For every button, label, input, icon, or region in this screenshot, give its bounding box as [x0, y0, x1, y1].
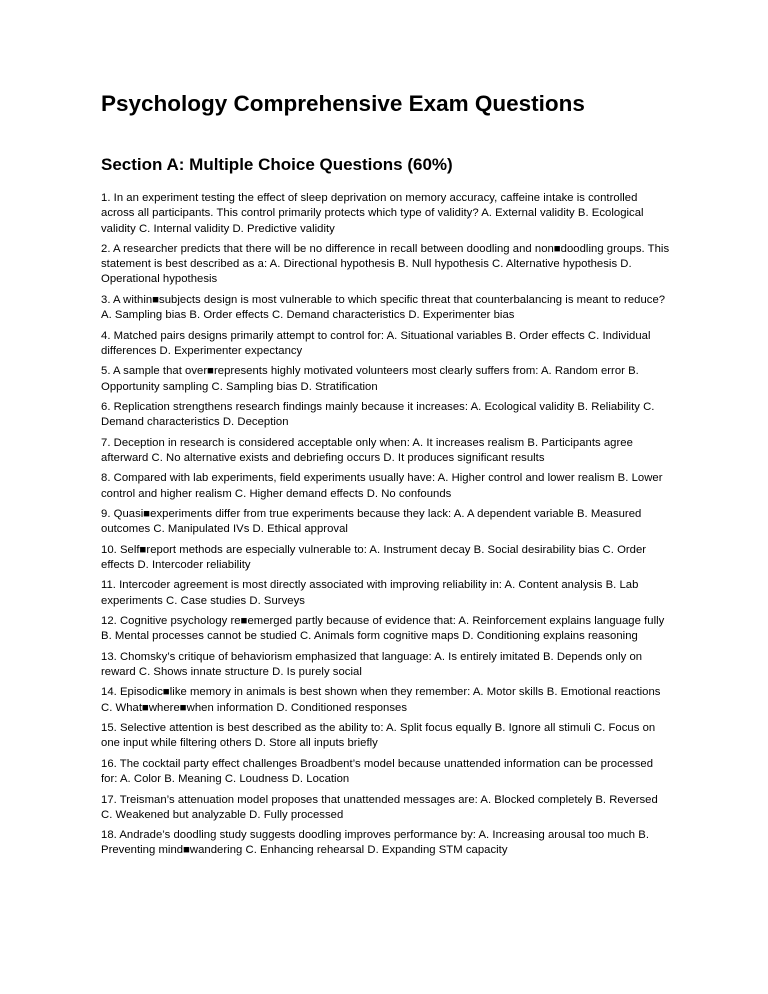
- question-10: 10. Self■report methods are especially vulnerable to: A. Instrument decay B. Social desirability bias C. Order effects D. Intercoder reliability: [101, 543, 647, 571]
- question-3: 3. A within■subjects design is most vulnerable to which specific threat that counterbalancing is meant to reduce? A. Sampling bias B. Order effects C. Demand characteristics D. Experimenter bias: [101, 293, 666, 322]
- question-18: 18. Andrade’s doodling study suggests doodling improves performance by: A. Increasing arousal too much B. Preventing mind■wandering C. Enhancing rehearsal D. Expanding STM capacity: [101, 829, 650, 857]
- question-15: 15. Selective attention is best described as the ability to: A. Split focus equally B. Ignore all stimuli C. Focus on one input while filtering others D. Store all inputs briefly: [101, 722, 656, 750]
- question-4: 4. Matched pairs designs primarily attempt to control for: A. Situational variables B. Order effects C. Individual differences D. Experimenter expectancy: [101, 329, 651, 357]
- question-5: 5. A sample that over■represents highly motivated volunteers most clearly suffers from: A. Random error B. Opportunity sampling C. Sampling bias D. Stratification: [101, 365, 639, 393]
- question-12: 12. Cognitive psychology re■emerged partly because of evidence that: A. Reinforcement explains language fully B. Mental processes cannot be studied C. Animals form cognitive maps D. Conditioning explains reasoning: [101, 615, 665, 643]
- section-a-heading: Section A: Multiple Choice Questions (60%): [101, 155, 453, 174]
- question-13: 13. Chomsky’s critique of behaviorism emphasized that language: A. Is entirely imitated B. Depends only on reward C. Shows innate structure D. Is purely social: [101, 650, 643, 678]
- document-title: Psychology Comprehensive Exam Questions: [101, 91, 585, 116]
- question-9: 9. Quasi■experiments differ from true experiments because they lack: A. A dependent variable B. Measured outcomes C. Manipulated IVs D. Ethical approval: [101, 508, 642, 536]
- question-list: [101, 191, 671, 864]
- question-8: 8. Compared with lab experiments, field experiments usually have: A. Higher control and lower realism B. Lower control and higher realism C. Higher demand effects D. No confounds: [101, 472, 663, 500]
- question-14: 14. Episodic■like memory in animals is best shown when they remember: A. Motor skills B. Emotional reactions C. What■where■when information D. Conditioned responses: [101, 686, 661, 714]
- question-2: 2. A researcher predicts that there will be no difference in recall between doodling and non■doodling groups. This statement is best described as a: A. Directional hypothesis B. Null hypothesis C. Alternative hypothesis D. Operational hypothesis: [101, 242, 670, 286]
- question-16: 16. The cocktail party effect challenges Broadbent’s model because unattended information can be processed for: A. Color B. Meaning C. Loudness D. Location: [101, 757, 654, 786]
- question-1: 1. In an experiment testing the effect of sleep deprivation on memory accuracy, caffeine intake is controlled across all participants. This control primarily protects which type of validity? A. External validity B. Ecological validity C. Internal validity D. Predictive validity: [101, 192, 644, 235]
- question-7: 7. Deception in research is considered acceptable only when: A. It increases realism B. Participants agree afterward C. No alternative exists and debriefing occurs D. It produces significant results: [101, 436, 633, 464]
- question-17: 17. Treisman’s attenuation model proposes that unattended messages are: A. Blocked completely B. Reversed C. Weakened but analyzable D. Fully processed: [101, 793, 658, 821]
- question-6: 6. Replication strengthens research findings mainly because it increases: A. Ecological validity B. Reliability C. Demand characteristics D. Deception: [101, 400, 655, 429]
- question-11: 11. Intercoder agreement is most directly associated with improving reliability in: A. Content analysis B. Lab experiments C. Case studies D. Surveys: [101, 579, 639, 607]
